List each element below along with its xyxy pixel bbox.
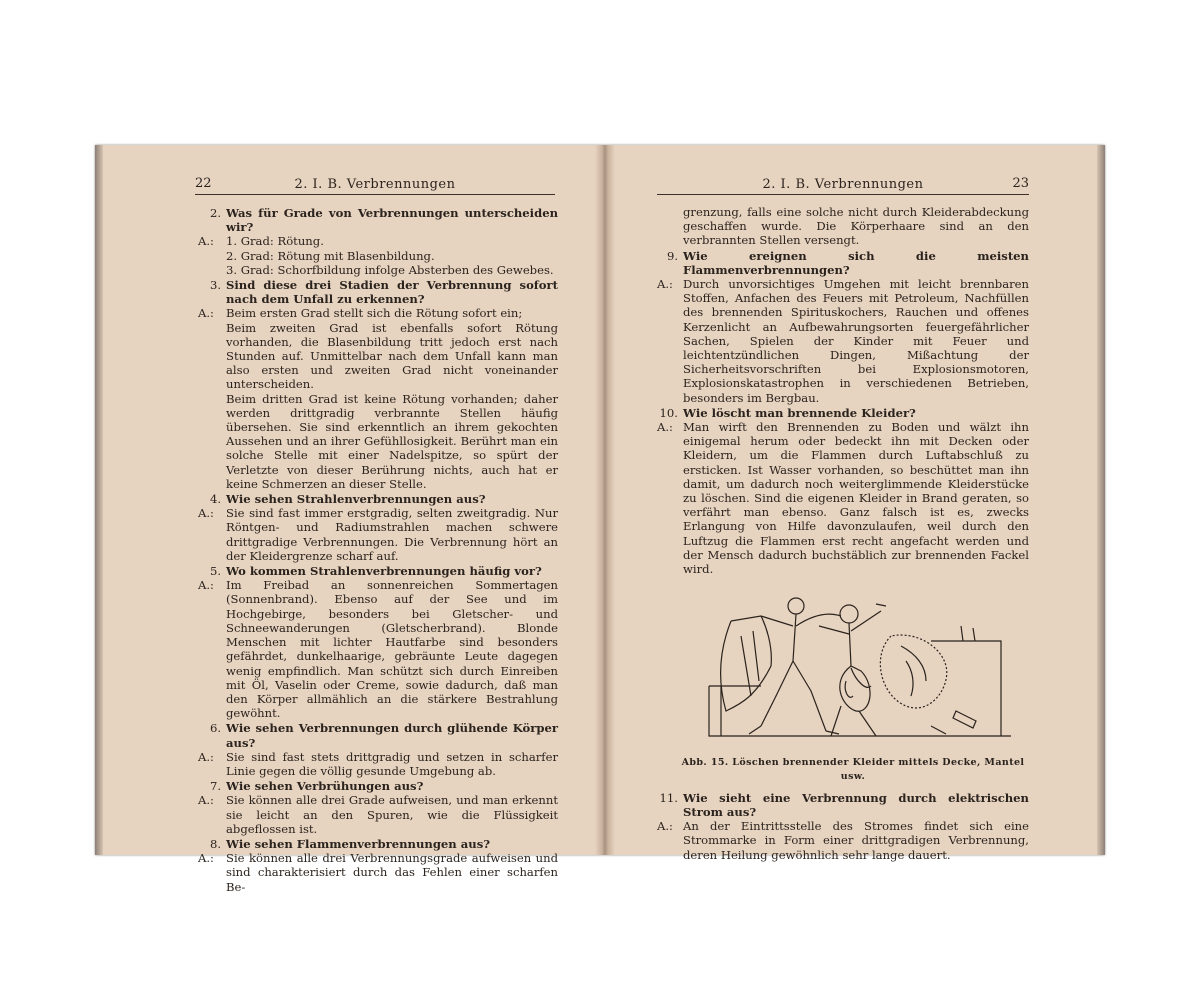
left-page xyxy=(103,145,595,894)
right-page-header xyxy=(657,172,1029,195)
flames xyxy=(845,668,871,697)
question-number: 10. xyxy=(659,405,678,420)
answer xyxy=(657,819,1029,862)
extinguishing-clothes-illustration xyxy=(701,586,1013,754)
answer-label: A.: xyxy=(198,234,214,249)
question-number: 5. xyxy=(209,564,221,579)
right-text-top xyxy=(657,205,1029,576)
answer-label: A.: xyxy=(198,851,214,866)
left-page-header xyxy=(195,172,555,195)
question-number: 7. xyxy=(209,779,221,794)
question-text: Wie löscht man brennende Kleider? xyxy=(683,405,916,420)
question-text: Wie sehen Strahlenverbrennungen aus? xyxy=(226,492,486,507)
answer xyxy=(198,851,558,894)
paragraph-continuation: grenzung, falls eine solche nicht durch Kleiderabdeckung geschaffen wurde. Die Körperhaare sind an den verbrannten Stellen versengt. xyxy=(683,205,1029,248)
question-text: Wie sehen Flammenverbrennungen aus? xyxy=(226,836,491,851)
page-number: 23 xyxy=(1012,176,1029,191)
question xyxy=(657,791,1029,819)
man-head xyxy=(788,598,804,614)
answer xyxy=(198,234,558,248)
question xyxy=(198,278,558,306)
question xyxy=(198,721,558,749)
open-book xyxy=(95,145,1105,894)
question-number: 8. xyxy=(209,836,221,851)
answer-label: A.: xyxy=(198,749,214,764)
answer xyxy=(657,420,1029,576)
left-page-text xyxy=(198,205,558,894)
book-gutter xyxy=(595,145,615,855)
answer-label: A.: xyxy=(657,277,673,292)
paragraph-continuation: 3. Grad: Schorfbildung infolge Absterben des Gewebes. xyxy=(226,262,554,277)
figure-illustration xyxy=(701,586,1013,754)
woman-head xyxy=(840,605,858,623)
book-edge-right xyxy=(1097,145,1105,855)
answer-label: A.: xyxy=(198,506,214,521)
answer xyxy=(198,306,558,320)
answer xyxy=(198,578,558,720)
figure-caption: Abb. 15. Löschen brennender Kleider mittels Decke, Mantel usw. xyxy=(681,757,1025,783)
running-head: 2. I. B. Verbrennungen xyxy=(762,177,924,192)
shelf xyxy=(931,626,1001,736)
question-text: Sind diese drei Stadien der Verbrennung sofort nach dem Unfall zu erkennen? xyxy=(226,278,558,307)
question-number: 11. xyxy=(659,790,678,805)
answer-label: A.: xyxy=(657,420,673,435)
question-number: 6. xyxy=(209,721,221,736)
paragraph-continuation: Beim zweiten Grad ist ebenfalls sofort Rötung vorhanden, die Blasenbildung tritt jedoch erst nach Stunden auf. Unmittelbar nach dem Unfall kann man also ersten und zweiten Grad nicht voneinander unterscheiden. xyxy=(226,320,558,392)
question-text: Wie ereignen sich die meisten Flammenverbrennungen? xyxy=(683,248,1029,277)
doorframe xyxy=(709,686,761,736)
answer-text: Durch unvorsichtiges Umgehen mit leicht brennbaren Stoffen, Anfachen des Feuers mit Petroleum, Nachfüllen des brennenden Spirituskochers, Rauchen und offenes Kerzenlicht an Aufbewahrungsorten feuergefährlicher Sachen, Spielen der Kinder mit Feuer und leichtentzündlichen Dingen, Mißachtung der Sicherheitsvorschriften bei Explosionsmotoren, Explosionskatastrophen in verschiedenen Betrieben, besonders im Bergbau. xyxy=(683,277,1029,405)
paragraph-continuation: Beim dritten Grad ist keine Rötung vorhanden; daher werden drittgradig verbrannte Stellen häufig übersehen. Sie sind erkenntlich an ihrem gekochten Aussehen und an ihrer Gefühllosigkeit. Berührt man ein solche Stelle mit einer Nadelspitze, so spürt der Verletzte von dieser Berührung nichts, auch hat er keine Schmerzen an dieser Stelle. xyxy=(226,391,558,491)
question-text: Was für Grade von Verbrennungen unterscheiden wir? xyxy=(226,206,558,235)
question xyxy=(657,406,1029,420)
question-number: 2. xyxy=(209,206,221,220)
answer-text: Sie können alle drei Grade aufweisen, und man erkennt sie leicht an den Spuren, wie die Flüssigkeit abgeflossen ist. xyxy=(226,793,558,836)
right-page-text xyxy=(657,205,1029,862)
answer-label: A.: xyxy=(198,578,214,593)
question xyxy=(198,492,558,506)
question xyxy=(657,249,1029,277)
question xyxy=(198,564,558,578)
answer-text: Sie sind fast stets drittgradig und setzen in scharfer Linie gegen die völlig gesunde Umgebung ab. xyxy=(226,749,558,778)
question xyxy=(198,779,558,793)
answer-text: 1. Grad: Rötung. xyxy=(226,234,324,249)
paragraph-continuation: 2. Grad: Rötung mit Blasenbildung. xyxy=(226,248,435,263)
question-number: 3. xyxy=(209,278,221,293)
smoke-lines xyxy=(901,646,926,696)
question-text: Wie sehen Verbrühungen aus? xyxy=(226,779,424,794)
question-text: Wie sieht eine Verbrennung durch elektrischen Strom aus? xyxy=(683,790,1029,819)
fallen-bottle xyxy=(953,711,976,728)
answer xyxy=(198,793,558,836)
question xyxy=(198,206,558,234)
smoke-cloud xyxy=(880,635,946,708)
answer xyxy=(198,506,558,563)
answer-text: Beim ersten Grad stellt sich die Rötung sofort ein; xyxy=(226,306,523,321)
question-text: Wo kommen Strahlenverbrennungen häufig vor? xyxy=(226,564,542,579)
right-page xyxy=(615,145,1097,862)
question xyxy=(198,837,558,851)
question-number: 9. xyxy=(666,248,678,263)
running-head: 2. I. B. Verbrennungen xyxy=(294,177,456,192)
answer xyxy=(198,750,558,778)
answer-text: Im Freibad an sonnenreichen Sommertagen (Sonnenbrand). Ebenso auf der See und im Hochgebirge, besonders bei Gletscher- und Schneewanderungen (Gletscherbrand). Blonde Menschen mit lichter Hautfarbe sind besonders gefährdet, dunkelhaarige, gebräunte Leute dagegen wenig empfindlich. Man schützt sich durch Einreiben mit Öl, Vaselin oder Creme, sowie dadurch, daß man den Körper allmählich an die stärkere Bestrahlung gewöhnt. xyxy=(226,578,558,721)
answer-label: A.: xyxy=(198,793,214,808)
page-number: 22 xyxy=(195,176,212,191)
answer-label: A.: xyxy=(657,819,673,834)
floor-detail xyxy=(931,726,946,734)
question-number: 4. xyxy=(209,492,221,507)
book-edge-left xyxy=(95,145,103,855)
answer-text: Man wirft den Brennenden zu Boden und wälzt ihn einigemal herum oder bedeckt ihn mit Decken oder Kleidern, um die Flammen durch Luftabschluß zu ersticken. Ist Wasser vorhanden, so beschüttet man ihn damit, um dadurch noch weiterglimmende Kleiderstücke zu löschen. Sind die eigenen Kleider in Brand geraten, so verfährt man ebenso. Ganz falsch ist es, zwecks Erlangung von Hilfe davonzulaufen, weil durch den Luftzug die Flammen erst recht angefacht werden und der Mensch dadurch buchstäblich zur brennenden Fackel wird. xyxy=(683,420,1029,577)
woman-figure xyxy=(819,604,886,736)
question-text: Wie sehen Verbrennungen durch glühende Körper aus? xyxy=(226,721,558,750)
answer-text: Sie können alle drei Verbrennungsgrade aufweisen und sind charakterisiert durch das Fehlen einer scharfen Be- xyxy=(226,851,558,894)
answer-text: Sie sind fast immer erstgradig, selten zweitgradig. Nur Röntgen- und Radiumstrahlen machen schwere drittgradige Verbrennungen. Die Verbrennung hört an der Kleidergrenze scharf auf. xyxy=(226,506,558,563)
answer-text: An der Eintrittsstelle des Stromes findet sich eine Strommarke in Form einer drittgradigen Verbrennung, deren Heilung gewöhnlich sehr lange dauert. xyxy=(683,819,1029,862)
right-text-bottom xyxy=(657,791,1029,862)
answer xyxy=(657,277,1029,405)
answer-label: A.: xyxy=(198,306,214,321)
